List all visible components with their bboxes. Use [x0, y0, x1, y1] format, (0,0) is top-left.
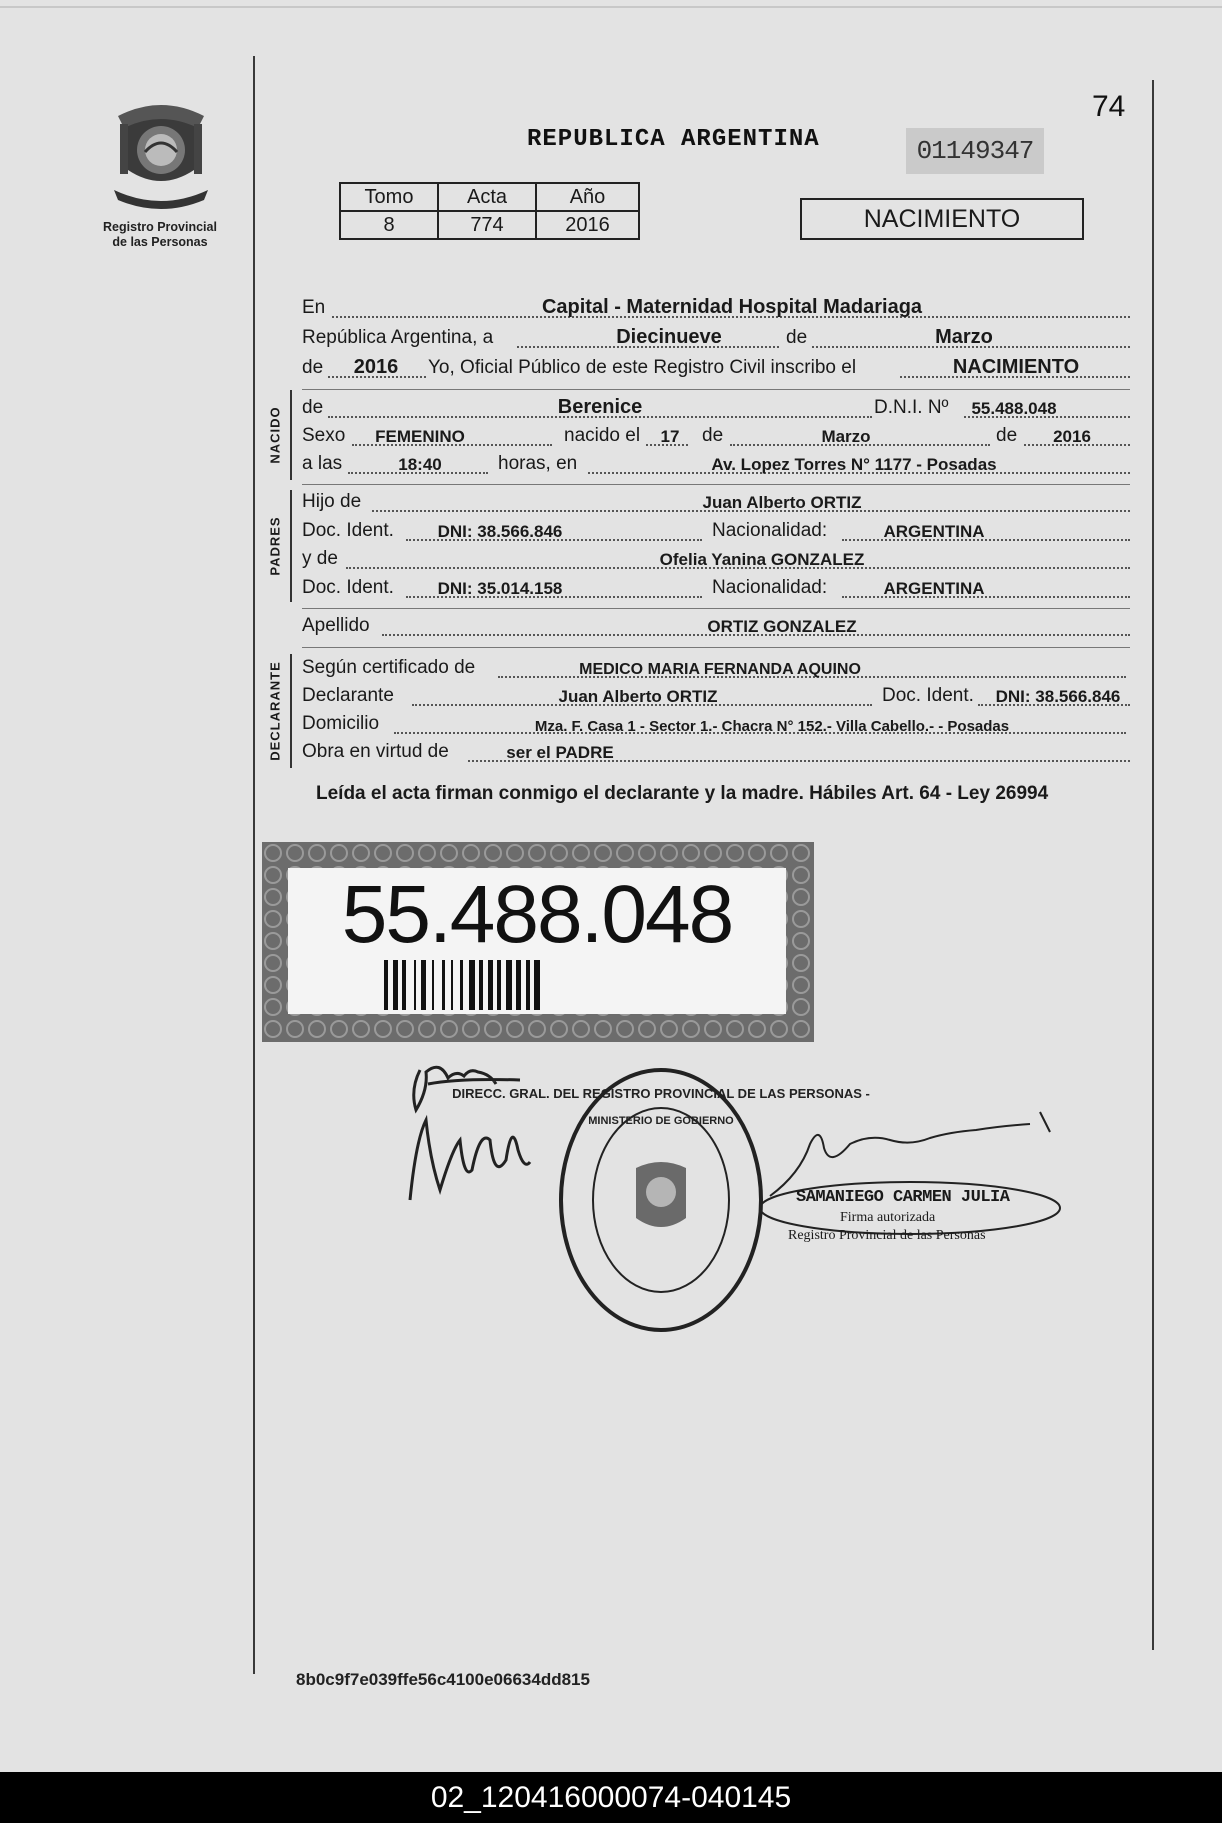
label-doc-declarante: Doc. Ident. — [882, 685, 974, 706]
label-republica: República Argentina, a — [302, 327, 494, 348]
row-name — [302, 394, 1130, 422]
document-hash: 8b0c9f7e039ffe56c4100e06634dd815 — [296, 1670, 590, 1689]
registry-table — [339, 182, 640, 240]
dni-label-number: 55.488.048 — [341, 869, 733, 960]
label-certificado: Según certificado de — [302, 657, 476, 678]
value-mother-doc: DNI: 35.014.158 — [437, 579, 563, 598]
row-apellido — [302, 612, 1130, 640]
value-place: Capital - Maternidad Hospital Madariaga — [541, 296, 923, 318]
registry-table-value-row — [340, 211, 639, 239]
section-divider — [302, 608, 1130, 609]
nacido-bracket — [290, 390, 292, 480]
document-title: REPUBLICA ARGENTINA — [527, 126, 820, 153]
signatory-name: SAMANIEGO CARMEN JULIA — [796, 1188, 1010, 1207]
barcode-bar — [516, 960, 521, 1010]
value-day-words: Diecinueve — [616, 326, 722, 348]
value-mother-nat: ARGENTINA — [883, 579, 985, 598]
value-declarante: Juan Alberto ORTIZ — [558, 687, 718, 706]
label-nacido-el: nacido el — [564, 425, 641, 446]
label-obra: Obra en virtud de — [302, 741, 449, 762]
row-y-de — [302, 545, 1130, 573]
row-certificado — [302, 654, 1130, 682]
label-de-name: de — [302, 397, 324, 418]
value-name: Berenice — [557, 396, 643, 418]
closing-statement: Leída el acta firman conmigo el declarante y la madre. Hábiles Art. 64 - Ley 26994 — [316, 783, 1049, 804]
row-en — [302, 294, 1130, 322]
row-domicilio — [302, 710, 1130, 738]
section-label-padres: PADRES — [267, 516, 283, 576]
value-certificado: MEDICO MARIA FERNANDA AQUINO — [579, 661, 861, 678]
logo-caption-line2: de las Personas — [112, 235, 208, 249]
barcode-bar — [442, 960, 445, 1010]
value-dni: 55.488.048 — [971, 399, 1057, 418]
value-father-nat: ARGENTINA — [883, 522, 985, 541]
value-domicilio: Mza. F. Casa 1 - Sector 1.- Chacra N° 152.- Villa Cabello.- - Posadas — [534, 718, 1010, 735]
label-horas: horas, en — [498, 453, 578, 474]
logo-caption-line1: Registro Provincial — [103, 220, 217, 234]
barcode-bar — [414, 960, 416, 1010]
section-divider — [302, 484, 1130, 485]
row-declarante — [302, 682, 1130, 710]
row-mother-doc — [302, 574, 1130, 602]
barcode-bar — [479, 960, 483, 1010]
header-tomo: Tomo — [340, 183, 438, 211]
barcode-bar — [402, 960, 406, 1010]
section-divider — [302, 647, 1130, 648]
value-mother: Ofelia Yanina GONZALEZ — [659, 550, 865, 569]
barcode-bar — [451, 960, 453, 1010]
value-father: Juan Alberto ORTIZ — [702, 493, 862, 512]
label-apellido: Apellido — [302, 615, 370, 636]
value-obra: ser el PADRE — [506, 743, 614, 762]
value-act-type: NACIMIENTO — [952, 356, 1080, 378]
barcode-bar — [432, 960, 434, 1010]
row-republica — [302, 324, 1130, 352]
label-de: de — [786, 327, 808, 348]
label-doc-mother: Doc. Ident. — [302, 577, 394, 598]
label-sexo: Sexo — [302, 425, 346, 446]
value-birth-month: Marzo — [821, 427, 871, 446]
barcode-bar — [534, 960, 540, 1010]
barcode-bar — [497, 960, 501, 1010]
label-declarante: Declarante — [302, 685, 394, 706]
barcode — [384, 960, 710, 1010]
row-hora — [302, 450, 1130, 478]
right-margin-line — [1152, 80, 1154, 1650]
registry-table-header-row — [340, 183, 639, 211]
value-father-doc: DNI: 38.566.846 — [437, 522, 563, 541]
section-label-declarante: DECLARANTE — [267, 661, 283, 761]
seal-inner-text: MINISTERIO DE GOBIERNO — [588, 1115, 734, 1127]
page-number: 74 — [1092, 90, 1126, 123]
value-sex: FEMENINO — [375, 427, 465, 446]
value-birth-day: 17 — [660, 427, 680, 446]
registrar-signature-block — [740, 1104, 1070, 1243]
label-oficial: Yo, Oficial Público de este Registro Civil inscribo el — [428, 357, 857, 378]
barcode-bar — [526, 960, 530, 1010]
label-hijo-de: Hijo de — [302, 491, 362, 512]
label-de-year: de — [302, 357, 324, 378]
header-ano: Año — [536, 183, 639, 211]
declarant-signature — [400, 1050, 550, 1210]
barcode-bar — [393, 960, 398, 1010]
label-domicilio: Domicilio — [302, 713, 380, 734]
padres-bracket — [290, 490, 292, 602]
value-year: 2016 — [353, 356, 399, 378]
value-ano: 2016 — [536, 211, 639, 239]
barcode-bar — [460, 960, 463, 1010]
barcode-bar — [506, 960, 512, 1010]
barcode-bar — [384, 960, 388, 1010]
value-birth-year: 2016 — [1053, 427, 1091, 446]
value-acta: 774 — [438, 211, 536, 239]
section-divider — [302, 389, 1130, 390]
section-label-nacido: NACIDO — [267, 406, 283, 464]
row-obra — [302, 738, 1130, 766]
label-de-month: de — [702, 425, 724, 446]
value-month: Marzo — [935, 326, 993, 348]
row-hijo-de — [302, 488, 1130, 516]
barcode-bar — [421, 960, 426, 1010]
value-time: 18:40 — [398, 455, 442, 474]
label-dni: D.N.I. Nº — [874, 397, 949, 418]
label-doc-father: Doc. Ident. — [302, 520, 394, 541]
top-edge-line — [0, 6, 1222, 8]
record-type-box: NACIMIENTO — [800, 198, 1084, 240]
label-a-las: a las — [302, 453, 343, 474]
logo-caption — [80, 220, 240, 250]
signatory-role: Firma autorizada — [840, 1210, 936, 1225]
row-year-oficial — [302, 354, 1130, 382]
declarante-bracket — [290, 654, 292, 768]
label-y-de: y de — [302, 548, 338, 569]
footer-code-bar: 02_120416000074-040145 — [0, 1772, 1222, 1823]
dni-label-inner — [288, 868, 786, 1014]
dni-label — [262, 842, 814, 1042]
header-acta: Acta — [438, 183, 536, 211]
value-address: Av. Lopez Torres N° 1177 - Posadas — [711, 455, 997, 474]
province-logo — [108, 100, 214, 210]
official-seal — [452, 1064, 870, 1336]
label-de-year2: de — [996, 425, 1018, 446]
barcode-bar — [469, 960, 475, 1010]
barcode-bar — [488, 960, 493, 1010]
value-doc-declarante: DNI: 38.566.846 — [995, 687, 1121, 706]
seal-outer-text: DIRECC. GRAL. DEL REGISTRO PROVINCIAL DE LAS PERSONAS - — [452, 1086, 870, 1101]
label-nac-father: Nacionalidad: — [712, 520, 828, 541]
value-apellido: ORTIZ GONZALEZ — [707, 617, 857, 636]
label-en: En — [302, 297, 326, 318]
left-margin-line — [253, 56, 255, 1674]
serial-number: 01149347 — [906, 128, 1044, 174]
row-father-doc — [302, 517, 1130, 545]
label-nac-mother: Nacionalidad: — [712, 577, 828, 598]
signatory-org: Registro Provincial de las Personas — [788, 1228, 986, 1243]
row-sexo — [302, 422, 1130, 450]
value-tomo: 8 — [340, 211, 438, 239]
